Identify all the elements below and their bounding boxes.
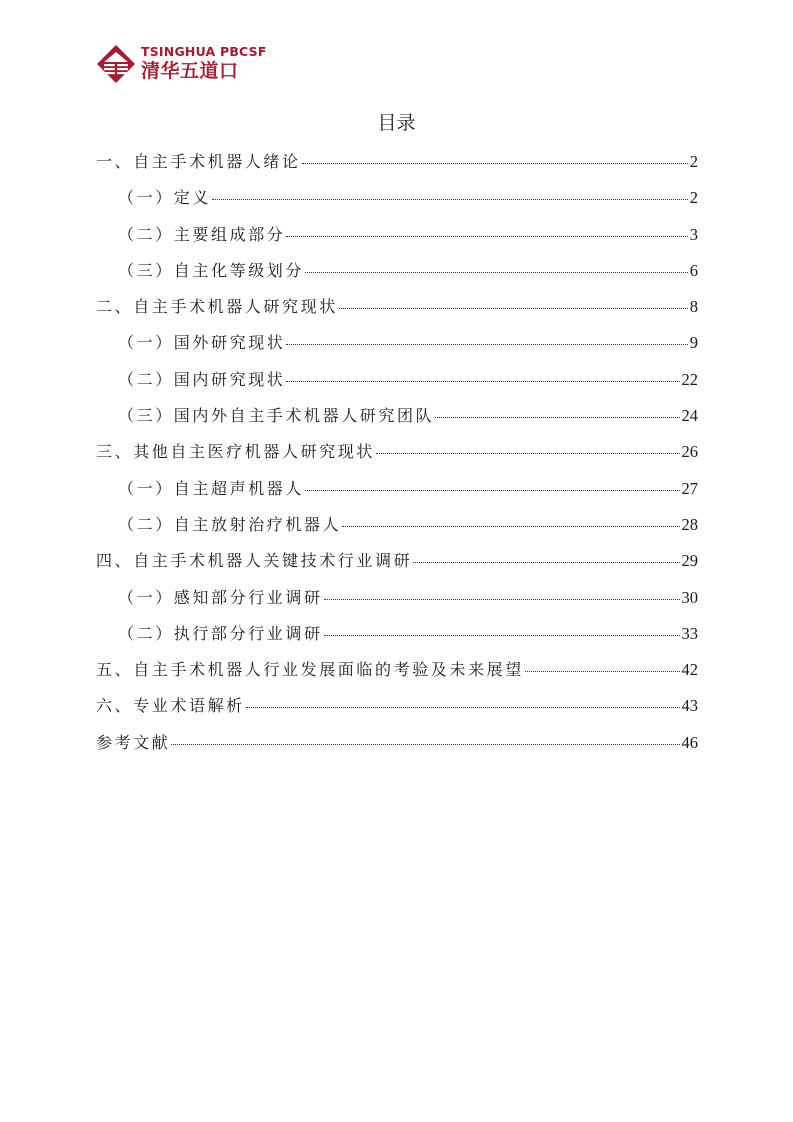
toc-dot-leader xyxy=(342,526,679,527)
toc-entry-page: 6 xyxy=(689,260,698,280)
toc-entry-page: 28 xyxy=(681,514,698,534)
toc-entry[interactable] xyxy=(96,548,698,584)
toc-entry-label: （三）自主化等级划分 xyxy=(118,260,305,280)
logo-chinese-name: 清华五道口 xyxy=(141,60,239,82)
toc-entry-label: 五、自主手术机器人行业发展面临的考验及未来展望 xyxy=(96,660,524,680)
toc-entry-label: 一、自主手术机器人绪论 xyxy=(96,152,301,171)
toc-entry-page: 42 xyxy=(681,660,698,680)
toc-entry-label: （二）国内研究现状 xyxy=(118,369,286,389)
toc-entry-label: （一）国外研究现状 xyxy=(118,333,286,353)
toc-dot-leader xyxy=(413,562,679,563)
toc-entry[interactable] xyxy=(96,512,698,548)
toc-entry-page: 26 xyxy=(681,442,698,462)
toc-entry-label: （二）主要组成部分 xyxy=(118,224,286,244)
logo-english-name: TSINGHUA PBCSF xyxy=(141,44,267,59)
toc-entry-label: 三、其他自主医疗机器人研究现状 xyxy=(96,442,376,462)
table-of-contents xyxy=(96,149,698,766)
toc-entry[interactable] xyxy=(96,439,698,475)
toc-dot-leader xyxy=(286,236,687,237)
toc-title: 目录 xyxy=(377,112,416,134)
toc-entry[interactable] xyxy=(96,367,698,403)
toc-entry-page: 3 xyxy=(689,224,698,244)
toc-entry-label: （三）国内外自主手术机器人研究团队 xyxy=(118,406,435,426)
toc-entry-page: 9 xyxy=(689,333,698,353)
toc-entry-label: （二）自主放射治疗机器人 xyxy=(118,514,342,534)
toc-dot-leader xyxy=(525,671,680,672)
toc-entry-label: （二）执行部分行业调研 xyxy=(118,623,323,643)
toc-entry[interactable] xyxy=(96,621,698,657)
toc-entry[interactable] xyxy=(96,294,698,330)
toc-dot-leader xyxy=(339,308,688,309)
toc-dot-leader xyxy=(246,707,680,708)
toc-entry-label: 二、自主手术机器人研究现状 xyxy=(96,297,338,317)
toc-entry-page: 43 xyxy=(681,696,698,716)
toc-entry[interactable] xyxy=(96,403,698,439)
toc-entry-page: 29 xyxy=(681,551,698,571)
toc-dot-leader xyxy=(305,272,688,273)
toc-entry-page: 46 xyxy=(681,732,698,752)
toc-dot-leader xyxy=(324,599,680,600)
toc-entry-label: 参考文献 xyxy=(96,732,171,752)
toc-entry-label: 六、专业术语解析 xyxy=(96,696,245,716)
toc-dot-leader xyxy=(302,163,688,164)
toc-entry[interactable] xyxy=(96,585,698,621)
toc-entry-page: 8 xyxy=(689,297,698,317)
toc-entry[interactable] xyxy=(96,657,698,693)
toc-entry-page: 33 xyxy=(681,623,698,643)
toc-entry-page: 30 xyxy=(681,587,698,607)
toc-entry-page: 27 xyxy=(681,478,698,498)
toc-entry[interactable] xyxy=(96,330,698,366)
toc-entry-page: 2 xyxy=(689,188,698,208)
toc-entry[interactable] xyxy=(96,149,698,185)
toc-entry-page: 22 xyxy=(681,369,698,389)
toc-entry[interactable] xyxy=(96,730,698,766)
toc-entry-label: （一）自主超声机器人 xyxy=(118,478,305,498)
toc-entry-label: （一）定义 xyxy=(118,188,212,208)
toc-entry-label: 四、自主手术机器人关键技术行业调研 xyxy=(96,551,413,571)
toc-dot-leader xyxy=(171,744,679,745)
toc-entry[interactable] xyxy=(96,222,698,258)
toc-dot-leader xyxy=(212,199,688,200)
toc-dot-leader xyxy=(305,490,679,491)
toc-dot-leader xyxy=(286,344,687,345)
toc-dot-leader xyxy=(286,381,679,382)
toc-dot-leader xyxy=(324,635,680,636)
toc-entry-page: 24 xyxy=(681,406,698,426)
toc-entry-page: 2 xyxy=(689,152,698,171)
toc-dot-leader xyxy=(376,453,679,454)
toc-entry[interactable] xyxy=(96,693,698,729)
toc-entry-label: （一）感知部分行业调研 xyxy=(118,587,323,607)
toc-entry[interactable] xyxy=(96,258,698,294)
pbcsf-logo-icon xyxy=(96,44,136,84)
toc-dot-leader xyxy=(435,417,679,418)
toc-entry[interactable] xyxy=(96,185,698,221)
toc-entry[interactable] xyxy=(96,476,698,512)
header-logo xyxy=(96,44,267,84)
